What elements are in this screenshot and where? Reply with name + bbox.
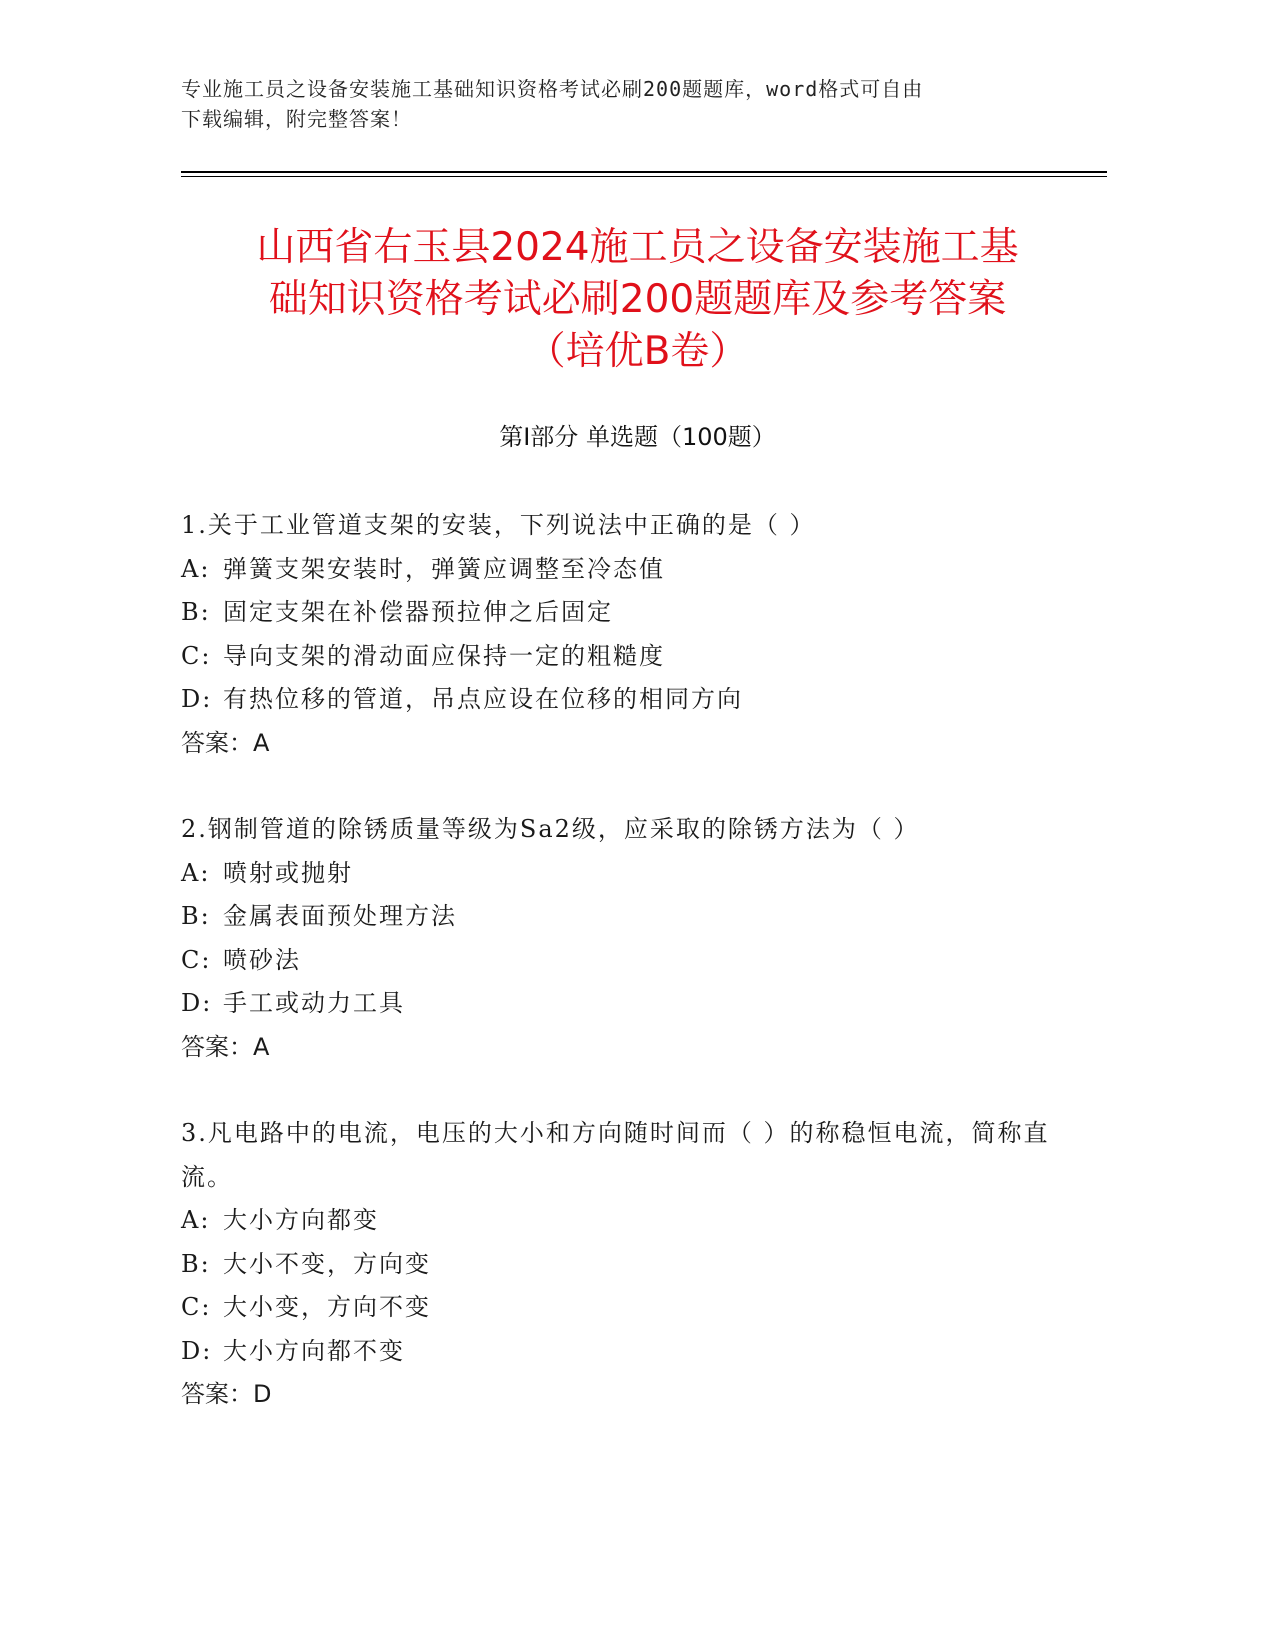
header-note-line-1: 专业施工员之设备安装施工基础知识资格考试必刷200题题库，word格式可自由 [181,77,924,101]
option-text: 弹簧支架安装时，弹簧应调整至冷态值 [223,554,665,583]
option-key: C: [181,945,212,974]
question-option-d [181,982,1081,1026]
question-answer: 答案：A [181,728,270,757]
option-text: 喷射或抛射 [223,858,353,887]
question-answer: 答案：D [181,1380,272,1408]
question-option-d [181,1330,1081,1374]
document-title-line-3: （培优B卷） [526,329,749,374]
question-option-a [181,548,1081,592]
option-text: 导向支架的滑动面应保持一定的粗糙度 [223,641,665,670]
option-text: 固定支架在补偿器预拉伸之后固定 [223,598,613,626]
header-note-line-2: 下载编辑，附完整答案！ [181,107,412,131]
option-text: 大小方向都不变 [223,1336,405,1365]
question-stem: 3.凡电路中的电流，电压的大小和方向随时间而（ ）的称稳恒电流，简称直流。 [181,1119,1050,1191]
option-text: 大小变，方向不变 [223,1293,431,1321]
option-text: 喷砂法 [223,945,301,974]
option-text: 手工或动力工具 [223,989,405,1017]
option-key: B: [181,598,211,626]
document-title-line-1: 山西省右玉县2024施工员之设备安装施工基 [256,225,1019,270]
option-key: A: [181,858,211,887]
question-option-c [181,635,1081,679]
option-text: 金属表面预处理方法 [223,902,457,930]
question-1 [181,504,1081,765]
question-option-b [181,895,1081,939]
question-stem: 1.关于工业管道支架的安装，下列说法中正确的是（ ） [181,511,816,539]
option-key: A: [181,1206,211,1234]
option-key: C: [181,641,212,670]
document-title [160,222,1115,378]
question-option-c [181,939,1081,983]
option-text: 大小不变，方向变 [223,1249,431,1278]
question-2 [181,808,1081,1069]
question-stem: 2.钢制管道的除锈质量等级为Sa2级，应采取的除锈方法为（ ） [181,815,920,843]
question-option-b [181,591,1081,635]
question-3 [181,1112,1081,1417]
option-key: D: [181,989,213,1017]
option-key: B: [181,1249,211,1278]
header-note [181,74,1061,134]
question-option-d [181,678,1081,722]
option-key: B: [181,902,211,930]
section-heading: 第I部分 单选题（100题） [499,423,776,451]
question-option-c [181,1286,1081,1330]
question-option-a [181,852,1081,896]
option-text: 大小方向都变 [223,1206,379,1234]
option-key: A: [181,554,211,583]
header-divider-thin [181,176,1107,177]
question-option-a [181,1199,1081,1243]
option-key: D: [181,1336,213,1365]
question-answer: 答案：A [181,1032,270,1061]
question-option-b [181,1243,1081,1287]
option-text: 有热位移的管道，吊点应设在位移的相同方向 [223,685,743,713]
document-title-line-2: 础知识资格考试必刷200题题库及参考答案 [268,277,1007,322]
option-key: C: [181,1293,212,1321]
header-divider-thick [181,171,1107,173]
question-list [181,504,1081,1460]
option-key: D: [181,685,213,713]
